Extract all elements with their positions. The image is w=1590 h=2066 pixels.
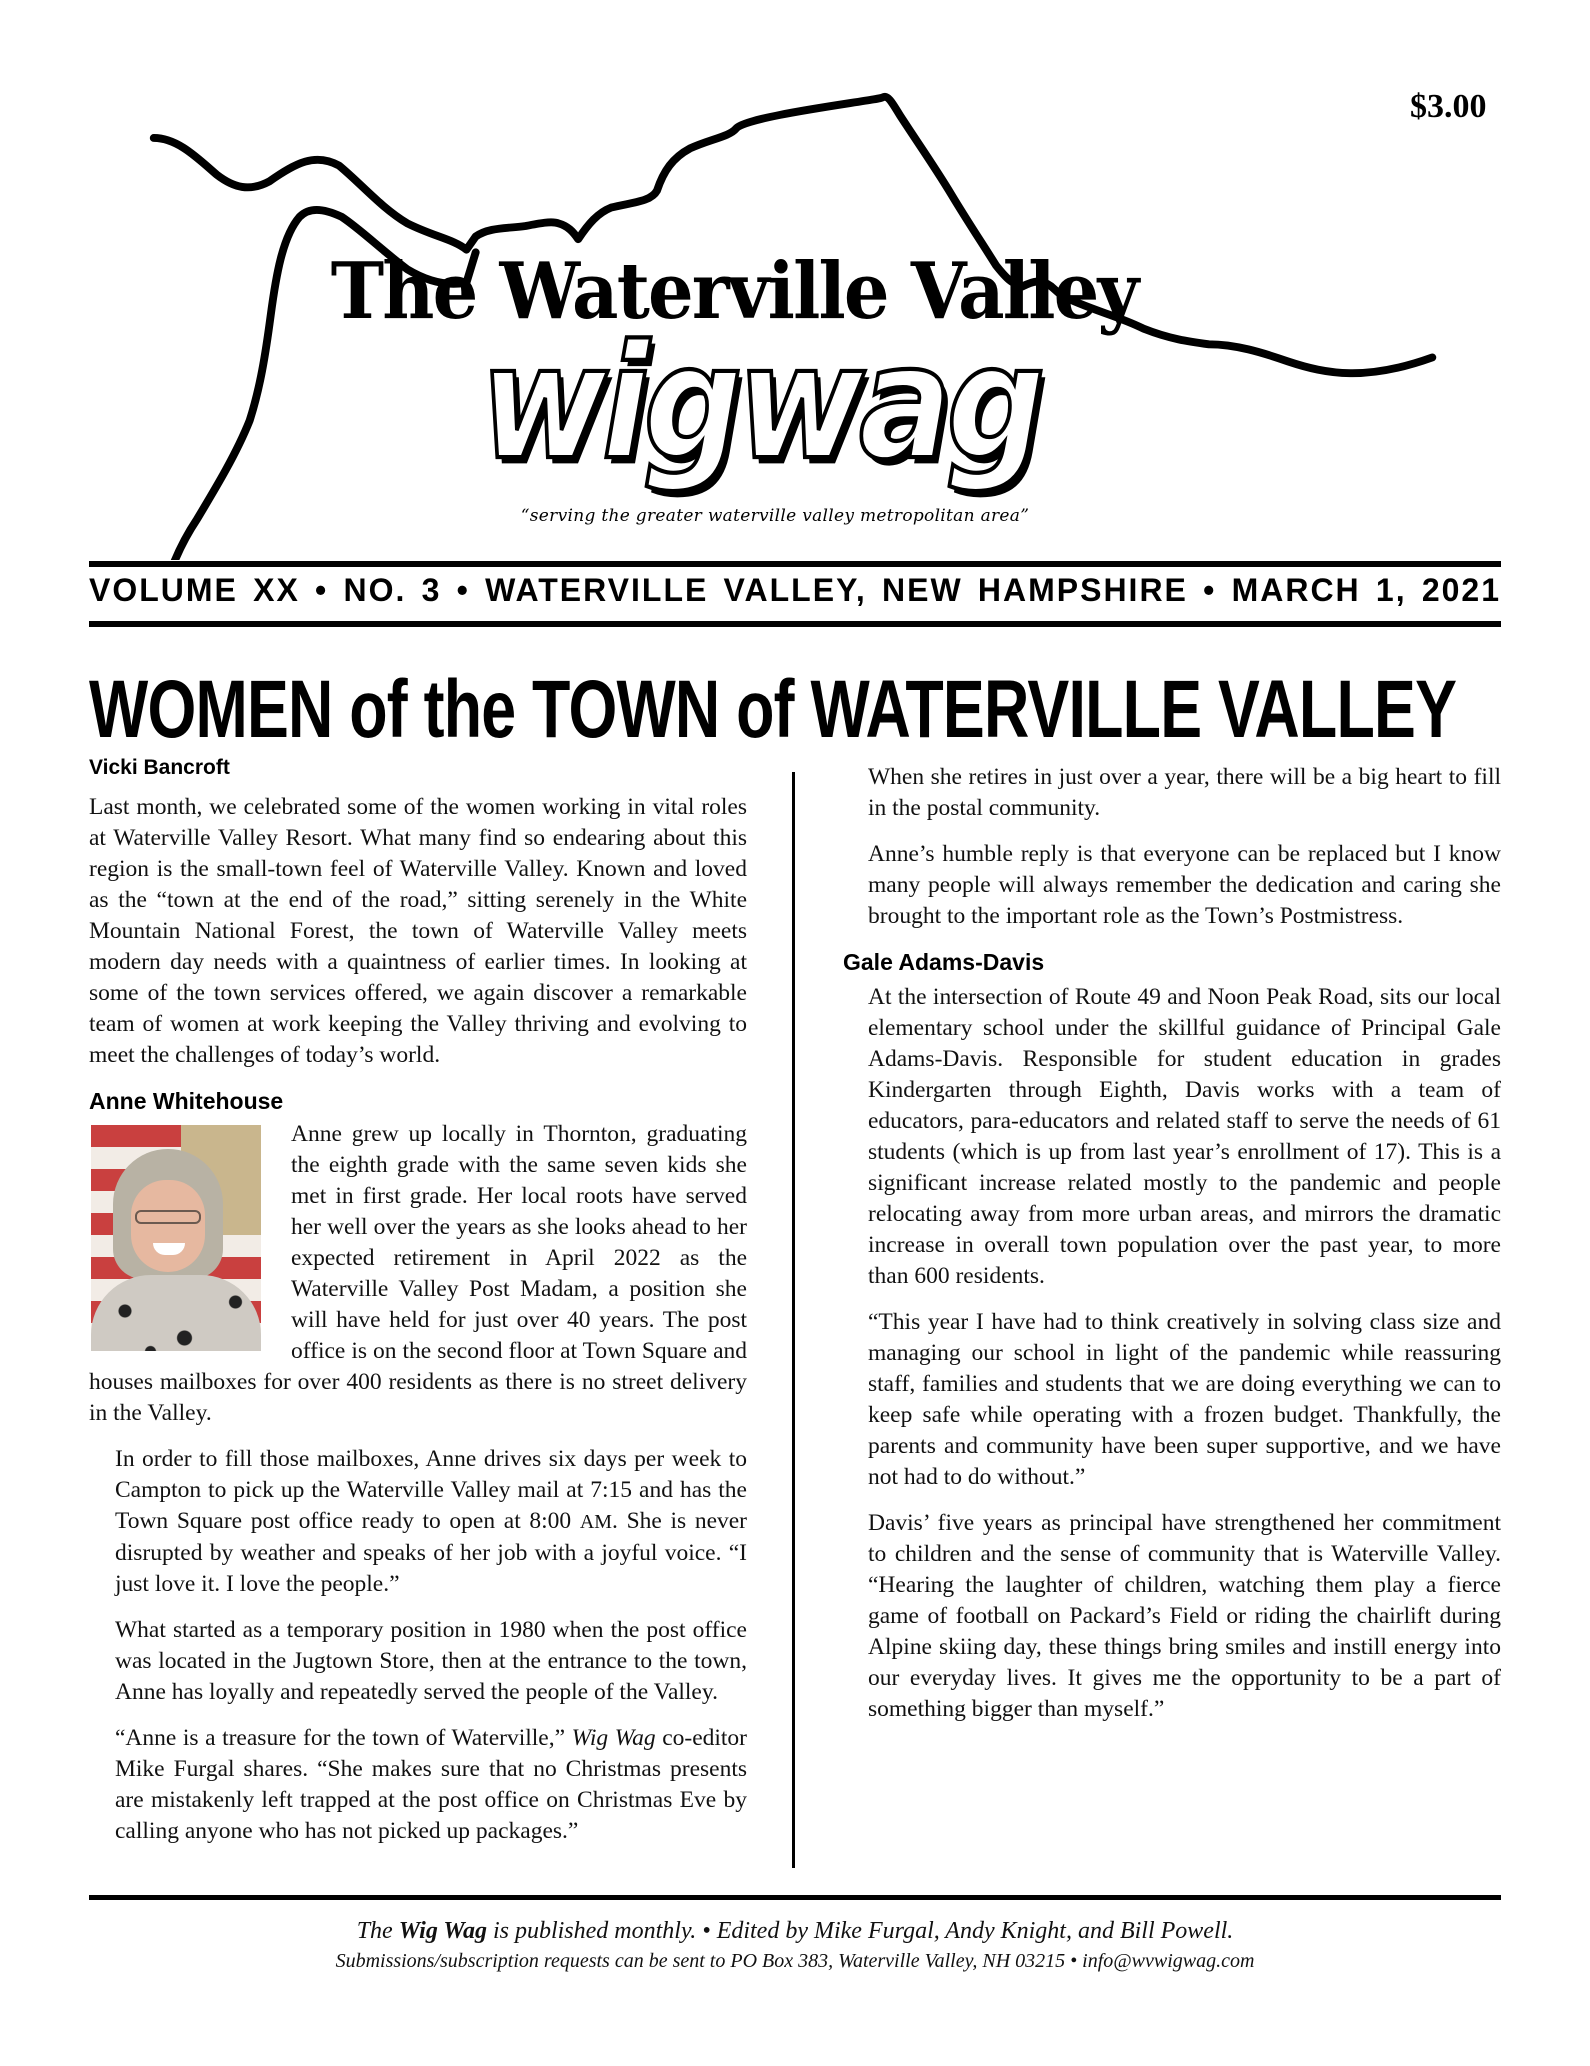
column-divider	[792, 772, 795, 1868]
article-byline: Vicki Bancroft	[89, 756, 230, 779]
portrait-shirt	[91, 1275, 261, 1351]
anne-paragraph-1: Anne grew up locally in Thornton, graduating the eighth grade with the same seven kids she met in first grade. Her local roots have served her well over the years as she looks ahead to her expected retirement in April 2022 as the Waterville Valley Post Madam, a position she will have held for just over 40 years. The post office is on the second floor at Town Square and houses mailboxes for over 400 residents as there is no street delivery in the Valley.	[89, 1121, 747, 1426]
anne-p2-tail: . She is never disrupted by weather and speaks of her job with a joyful voice. “I just love it. I love the people.”	[115, 1508, 748, 1597]
footer-wigwag-name: Wig Wag	[398, 1918, 487, 1944]
anne-paragraph-4	[115, 1723, 747, 1847]
section-heading-gale: Gale Adams-Davis	[843, 949, 1045, 975]
section-heading-anne: Anne Whitehouse	[89, 1088, 284, 1114]
anne-p4-quote: “Anne is a treasure for the town of Waterville,”	[115, 1725, 566, 1751]
anne-p4-tail: co-editor Mike Furgal shares. “She makes sure that no Christmas presents are mistakenly left trapped at the post office on Christmas Eve by calling anyone who has not picked up packages.”	[115, 1725, 748, 1844]
anne-p4-wigwag: Wig Wag	[571, 1725, 656, 1751]
anne-indented-block	[89, 1444, 747, 1847]
anne-paragraph-6: Anne’s humble reply is that everyone can be replaced but I know many people will always remember the dedication and caring she brought to the important role as the Town’s Postmistress.	[868, 841, 1501, 929]
footer-editors: is published monthly. • Edited by Mike Furgal, Andy Knight, and Bill Powell.	[486, 1918, 1234, 1944]
logo-wordmark: wigwag	[480, 312, 1040, 495]
footer-contact-info: Submissions/subscription requests can be sent to PO Box 383, Waterville Valley, NH 03215 • info@wvwigwag.com	[335, 1950, 1255, 1972]
footer-rule	[89, 1895, 1501, 1900]
volume-issue-line: VOLUME XX • NO. 3 • WATERVILLE VALLEY, NEW HAMPSHIRE • MARCH 1, 2021	[89, 572, 1501, 608]
article-headline: WOMEN of the TOWN of WATERVILLE VALLEY	[89, 664, 1457, 755]
price-label: $3.00	[1410, 88, 1487, 125]
tagline: “serving the greater waterville valley metropolitan area”	[520, 506, 1030, 526]
anne-paragraph-3: What started as a temporary position in 1980 when the post office was located in the Jugtown Store, then at the entrance to the town, Anne has loyally and repeatedly served the people of the Valley.	[115, 1617, 747, 1705]
footer-prefix: The	[356, 1918, 399, 1944]
gale-paragraph-2: “This year I have had to think creatively in solving class size and managing our school in light of the pandemic while reassuring staff, families and students that we are doing everything we can to keep safe while operating with a frozen budget. Thankfully, the parents and community have been super supportive, and we have not had to do without.”	[868, 1309, 1501, 1490]
anne-p2-am: AM	[579, 1511, 613, 1533]
anne-p2-text: In order to fill those mailboxes, Anne drives six days per week to Campton to pick up the Waterville Valley mail at 7:15 and has the Town Square post office ready to open at 8:00	[115, 1446, 747, 1534]
wigwag-logo	[480, 312, 1060, 495]
anne-paragraph-5: When she retires in just over a year, there will be a big heart to fill in the postal community.	[868, 764, 1501, 821]
portrait-face	[131, 1180, 205, 1272]
masthead-rule-bottom	[89, 621, 1501, 627]
photo-anne-whitehouse	[91, 1125, 261, 1351]
gale-paragraph-3: Davis’ five years as principal have strengthened her commitment to children and the sense of community that is Waterville Valley. “Hearing the laughter of children, watching them play a fierce game of football on Packard’s Field or riding the chairlift during Alpine skiing day, these things bring smiles and instill energy into our everyday lives. It gives me the opportunity to be a part of something bigger than myself.”	[868, 1510, 1501, 1722]
footer-publication-info	[89, 1918, 1501, 1945]
publication-title: The Waterville Valley	[330, 246, 1138, 337]
article-column-left	[89, 792, 747, 1847]
gale-paragraph-1: At the intersection of Route 49 and Noon Peak Road, sits our local elementary school under the skillful guidance of Principal Gale Adams-Davis. Responsible for student education in grades Kindergarten through Eighth, Davis works with a team of educators, para-educators and related staff to serve the needs of 61 students (which is up from last year’s enrollment of 17). This is a significant increase related mostly to the pandemic and people relocating away from more urban areas, and mirrors the dramatic increase in overall town population over the past year, to more than 600 residents.	[868, 984, 1501, 1289]
article-intro: Last month, we celebrated some of the women working in vital roles at Waterville Valley Resort. What many find so endearing about this region is the small-town feel of Waterville Valley. Known and loved as the “town at the end of the road,” sitting serenely in the White Mountain National Forest, the town of Waterville Valley meets modern day needs with a quaintness of earlier times. In looking at some of the town services offered, we again discover a remarkable team of women at work keeping the Valley thriving and evolving to meet the challenges of today’s world.	[89, 794, 747, 1068]
article-column-right	[843, 762, 1501, 1740]
portrait-glasses	[135, 1210, 201, 1224]
anne-paragraph-2	[115, 1444, 747, 1600]
masthead-rule-top	[89, 561, 1501, 567]
